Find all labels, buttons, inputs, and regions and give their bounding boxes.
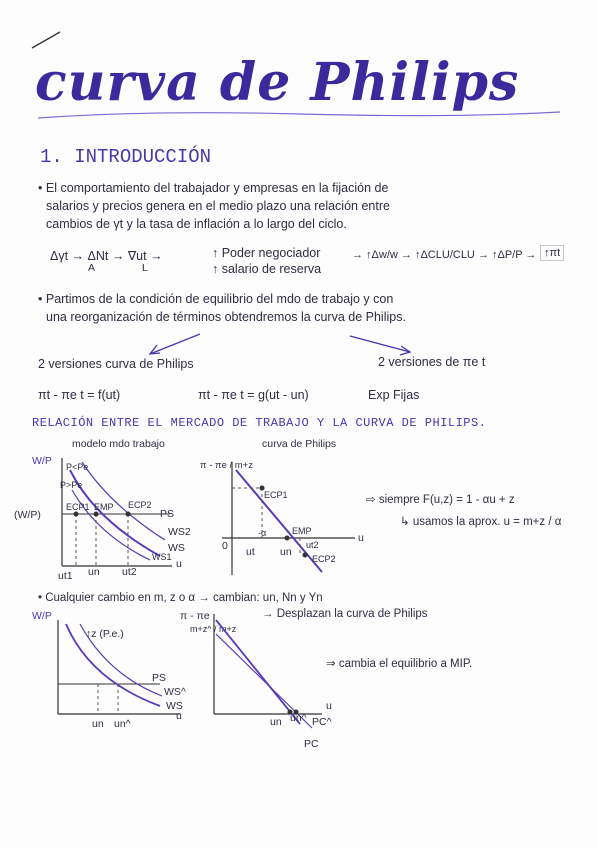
graph1-label-ws1: WS1	[152, 552, 172, 562]
chain-fractions: → ↑Δw/w → ↑ΔCLU/CLU → ↑ΔP/P →	[352, 249, 537, 261]
graph1-label-p-greater: P>Pe	[60, 480, 83, 490]
graph1-wip-label: (W/P)	[14, 509, 41, 521]
graph1-label-un: un	[88, 566, 100, 578]
bullet-3: • Cualquier cambio en m, z o α → cambian: un, Nn y Yn	[38, 592, 323, 604]
chain-part-1: Δγt → ΔNt → ∇ut →	[50, 249, 163, 263]
graph2-label-ecp1: ECP1	[264, 490, 288, 500]
graph3-z-label: ↑z (P.e.)	[86, 628, 124, 640]
equation-left: πt - πe t = f(ut)	[38, 388, 121, 402]
equation-mid: πt - πe t = g(ut - un)	[198, 388, 309, 402]
chain-sub-a: A	[88, 262, 96, 274]
graph1-label-ut2: ut2	[122, 566, 137, 578]
bullet-1-line-3: cambios de γt y la tasa de inflación a lo largo del ciclo.	[46, 217, 347, 231]
page-title: curva de Philips	[35, 52, 520, 113]
note-equilibrio: ⇒ cambia el equilibrio a MIP.	[326, 658, 473, 670]
graph1-caption: modelo mdo trabajo	[72, 438, 165, 450]
bullet-2-line-2: una reorganización de términos obtendremos la curva de Philips.	[46, 310, 406, 324]
note-aprox: ↳ usamos la aprox. u = m+z / α	[400, 516, 562, 528]
section-relacion: RELACIÓN ENTRE EL MERCADO DE TRABAJO Y LA CURVA DE PHILIPS.	[32, 416, 487, 430]
graph4-label-u: u	[326, 700, 332, 712]
graph4-y-label: π - πe	[180, 610, 210, 622]
graph2-label-emp: EMP	[292, 526, 312, 536]
graph2-caption: curva de Philips	[262, 438, 337, 450]
graph1-label-emp: EMP	[94, 502, 114, 512]
versions-right: 2 versiones de πe t	[378, 355, 486, 369]
chain-salario: ↑ salario de reserva	[212, 262, 322, 276]
graph1-label-p-less: P<Pe	[66, 462, 89, 472]
graph3-y-label: W/P	[32, 610, 52, 622]
graph2-label-alpha: -α	[258, 528, 267, 538]
graph1-label-ps: PS	[160, 508, 175, 520]
graph1-label-ecp1: ECP1	[66, 502, 90, 512]
graph4-label-pc-hat: PC^	[312, 716, 332, 728]
graph2-label-ut2: ut2	[306, 540, 319, 550]
graph1-y-label: W/P	[32, 455, 52, 467]
bullet-2-line-1: • Partimos de la condición de equilibrio del mdo de trabajo y con	[38, 292, 394, 306]
graph3-label-un-hat: un^	[114, 718, 131, 730]
graph1-label-ws: WS	[168, 542, 185, 554]
graph2-y-label: π - πe / m+z	[200, 460, 253, 471]
graph3-label-ws-hat: WS^	[164, 686, 186, 698]
bullet-1-line-2: salarios y precios genera en el medio plazo una relación entre	[46, 199, 390, 213]
graph1-label-u: u	[176, 558, 182, 570]
bullet-3-b: → Desplazan la curva de Philips	[262, 608, 428, 620]
graph4-y-label-2: m+z^ / m+z	[190, 624, 237, 634]
bullet-1-line-1: • El comportamiento del trabajador y empresas en la fijación de	[38, 181, 389, 195]
graph2-label-zero: 0	[222, 540, 228, 552]
equation-right: Exp Fijas	[368, 388, 420, 402]
chain-pi-box: ↑πt	[540, 245, 564, 261]
graph1-label-ecp2: ECP2	[128, 500, 152, 510]
graph3-label-ws: WS	[166, 700, 183, 712]
graph1-label-ws2: WS2	[168, 526, 191, 538]
graph2-label-un: un	[280, 546, 292, 558]
graph3-label-un: un	[92, 718, 104, 730]
graph4-label-un-hat: un^	[290, 712, 307, 724]
graph2-label-ecp2: ECP2	[312, 554, 336, 564]
chain-sub-l: L	[142, 262, 148, 274]
graph2-label-u: u	[358, 532, 364, 544]
graph4-label-pc: PC	[304, 738, 319, 750]
graph1-label-ut1: ut1	[58, 570, 73, 582]
section-introduction: 1. INTRODUCCIÓN	[40, 146, 212, 168]
graph3-label-u: u	[176, 710, 182, 722]
chain-poder: ↑ Poder negociador	[212, 246, 321, 260]
graph2-label-ut: ut	[246, 546, 255, 558]
note-siempre: ⇨ siempre F(u,z) = 1 - αu + z	[366, 494, 515, 506]
versions-left: 2 versiones curva de Philips	[38, 357, 194, 371]
graph4-label-un: un	[270, 716, 282, 728]
graph3-label-ps: PS	[152, 672, 167, 684]
